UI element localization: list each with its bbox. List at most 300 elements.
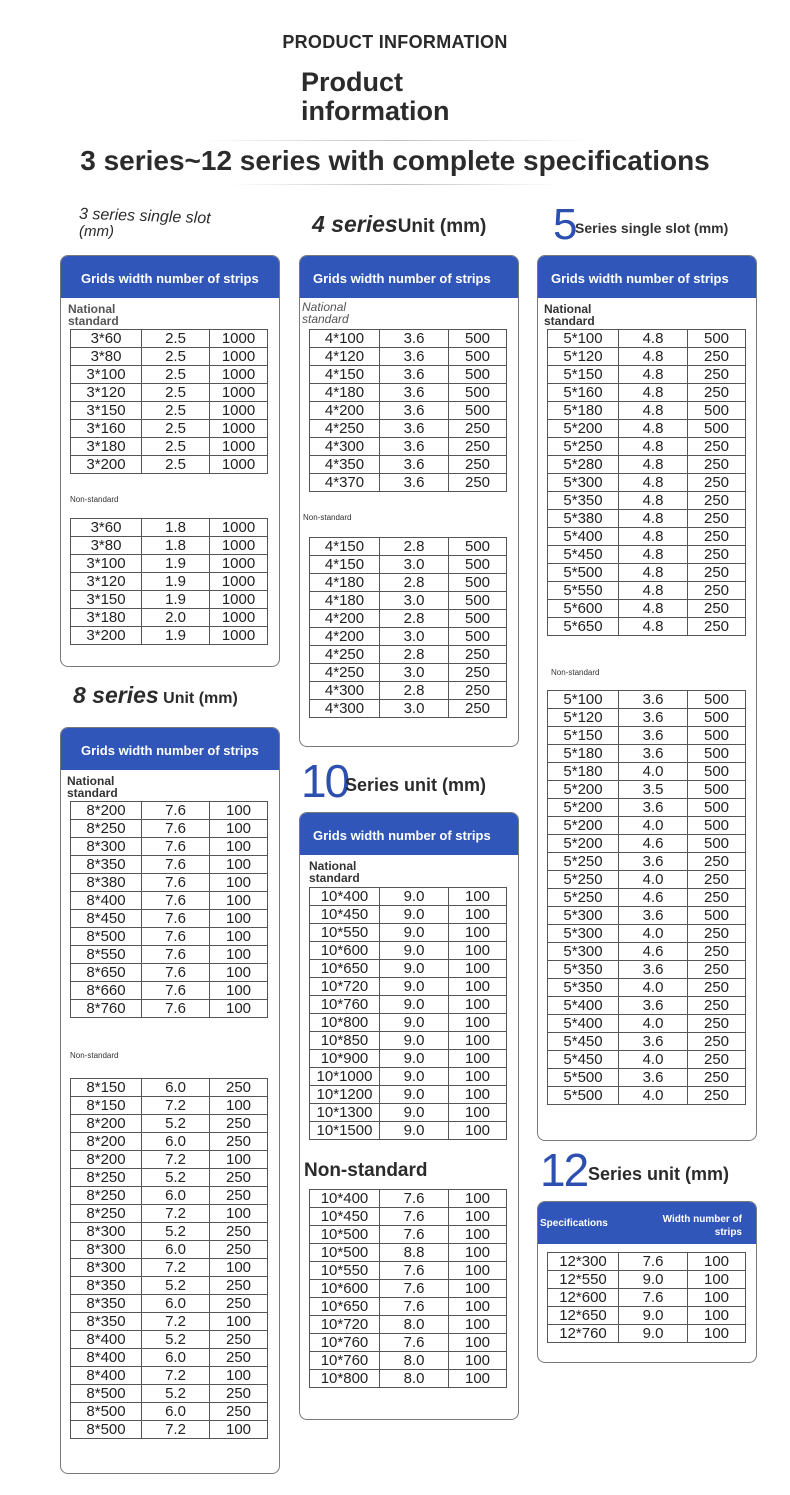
spec-cell: 5*280 <box>548 456 619 474</box>
table-row <box>71 1385 268 1403</box>
strips-cell: 500 <box>449 366 507 384</box>
table-row <box>548 835 746 853</box>
series10-title <box>301 754 348 808</box>
strips-cell: 100 <box>449 1262 507 1280</box>
width-cell: 6.0 <box>142 1403 210 1421</box>
strips-cell: 250 <box>449 420 507 438</box>
series5-title <box>553 200 575 250</box>
table-row <box>71 1133 268 1151</box>
table-row <box>548 817 746 835</box>
spec-cell: 5*180 <box>548 402 619 420</box>
series5-number: 5 <box>553 200 576 249</box>
width-cell: 9.0 <box>380 960 449 978</box>
width-cell: 4.8 <box>619 348 688 366</box>
spec-cell: 8*300 <box>71 1223 142 1241</box>
table-row <box>548 907 746 925</box>
table-row <box>548 979 746 997</box>
series5-nonstandard-table <box>547 690 746 1105</box>
non-standard-label: Non-standard <box>303 513 352 522</box>
spec-cell: 8*400 <box>71 1349 142 1367</box>
spec-cell: 12*600 <box>548 1289 619 1307</box>
spec-cell: 10*600 <box>310 942 380 960</box>
table-row <box>71 820 268 838</box>
width-cell: 4.0 <box>619 925 688 943</box>
table-row <box>548 438 746 456</box>
width-cell: 9.0 <box>380 1104 449 1122</box>
table-row <box>71 456 268 474</box>
spec-cell: 3*150 <box>71 591 142 609</box>
series3-title-unit: (mm) <box>79 223 114 240</box>
table-row <box>548 727 746 745</box>
width-cell: 3.6 <box>380 474 449 492</box>
table-row <box>71 609 268 627</box>
width-cell: 3.6 <box>380 438 449 456</box>
series4-nonstandard-table <box>309 537 507 718</box>
width-cell: 7.6 <box>380 1280 449 1298</box>
table-row <box>310 888 507 906</box>
width-cell: 7.2 <box>142 1151 210 1169</box>
width-cell: 7.6 <box>619 1253 688 1271</box>
table-row <box>71 438 268 456</box>
table-row <box>71 1259 268 1277</box>
strips-cell: 1000 <box>210 384 268 402</box>
spec-cell: 10*900 <box>310 1050 380 1068</box>
width-cell: 3.6 <box>619 961 688 979</box>
strips-cell: 250 <box>688 1087 746 1105</box>
strips-cell: 500 <box>688 691 746 709</box>
spec-cell: 4*300 <box>310 700 380 718</box>
width-cell: 3.6 <box>380 456 449 474</box>
spec-cell: 5*300 <box>548 907 619 925</box>
table-row <box>310 438 507 456</box>
table-row <box>71 838 268 856</box>
table-row <box>310 592 507 610</box>
spec-cell: 4*250 <box>310 420 380 438</box>
table-row <box>310 1298 507 1316</box>
table-row <box>310 700 507 718</box>
width-cell: 4.6 <box>619 943 688 961</box>
table-row <box>310 1122 507 1140</box>
width-cell: 9.0 <box>380 924 449 942</box>
non-standard-label: Non-standard <box>551 668 600 677</box>
spec-cell: 8*200 <box>71 802 142 820</box>
spec-cell: 8*300 <box>71 838 142 856</box>
table-row <box>71 1097 268 1115</box>
strips-cell: 100 <box>449 1334 507 1352</box>
table-row <box>548 889 746 907</box>
spec-cell: 10*500 <box>310 1226 380 1244</box>
spec-cell: 10*450 <box>310 1208 380 1226</box>
spec-cell: 4*100 <box>310 330 380 348</box>
spec-cell: 5*450 <box>548 546 619 564</box>
table-row <box>71 537 268 555</box>
table-row <box>548 1289 746 1307</box>
width-strips-header-line1: Width number of <box>662 1214 742 1225</box>
table-row <box>71 1115 268 1133</box>
table-row <box>310 1244 507 1262</box>
spec-cell: 3*200 <box>71 627 142 645</box>
panel-header-text: Grids width number of strips <box>81 271 259 286</box>
national-label-line1: National <box>302 300 347 314</box>
width-cell: 6.0 <box>142 1133 210 1151</box>
strips-cell: 250 <box>688 943 746 961</box>
table-row <box>548 943 746 961</box>
width-cell: 4.8 <box>619 510 688 528</box>
strips-cell: 250 <box>688 366 746 384</box>
table-row <box>310 1280 507 1298</box>
width-cell: 7.6 <box>380 1190 449 1208</box>
width-cell: 9.0 <box>619 1325 688 1343</box>
strips-cell: 100 <box>449 1370 507 1388</box>
strips-cell: 500 <box>688 781 746 799</box>
spec-cell: 3*160 <box>71 420 142 438</box>
spec-cell: 5*100 <box>548 691 619 709</box>
table-row <box>548 691 746 709</box>
series10-panel-header <box>300 813 518 855</box>
strips-cell: 100 <box>210 820 268 838</box>
strips-cell: 100 <box>210 1421 268 1439</box>
series10-national-table <box>309 887 507 1140</box>
width-cell: 7.6 <box>142 892 210 910</box>
table-row <box>71 1000 268 1018</box>
spec-cell: 4*300 <box>310 438 380 456</box>
width-cell: 3.6 <box>619 727 688 745</box>
spec-cell: 8*500 <box>71 1421 142 1439</box>
strips-cell: 500 <box>688 709 746 727</box>
table-row <box>71 420 268 438</box>
width-strips-header <box>663 1213 742 1239</box>
spec-cell: 4*350 <box>310 456 380 474</box>
series8-national-table <box>70 801 268 1018</box>
table-row <box>548 420 746 438</box>
series4-title <box>312 211 486 238</box>
width-cell: 3.6 <box>619 1033 688 1051</box>
spec-cell: 5*300 <box>548 943 619 961</box>
spec-cell: 10*650 <box>310 1298 380 1316</box>
spec-cell: 10*850 <box>310 1032 380 1050</box>
strips-cell: 100 <box>688 1253 746 1271</box>
product-info-heading <box>301 68 450 126</box>
width-cell: 9.0 <box>380 996 449 1014</box>
width-cell: 4.8 <box>619 546 688 564</box>
strips-cell: 250 <box>688 528 746 546</box>
series5-panel <box>537 255 757 1141</box>
national-standard-label <box>309 860 360 884</box>
width-cell: 1.9 <box>142 555 210 573</box>
spec-cell: 5*400 <box>548 1015 619 1033</box>
series8-title <box>73 682 238 709</box>
spec-cell: 4*300 <box>310 682 380 700</box>
divider <box>230 184 560 185</box>
table-row <box>310 348 507 366</box>
strips-cell: 250 <box>688 853 746 871</box>
width-cell: 7.6 <box>142 928 210 946</box>
strips-cell: 250 <box>210 1169 268 1187</box>
width-cell: 3.6 <box>619 907 688 925</box>
spec-cell: 8*660 <box>71 982 142 1000</box>
spec-cell: 8*400 <box>71 892 142 910</box>
width-cell: 2.8 <box>380 682 449 700</box>
spec-cell: 5*550 <box>548 582 619 600</box>
spec-cell: 10*800 <box>310 1370 380 1388</box>
strips-cell: 500 <box>449 538 507 556</box>
width-cell: 1.8 <box>142 537 210 555</box>
table-row <box>310 420 507 438</box>
strips-cell: 500 <box>688 835 746 853</box>
strips-cell: 250 <box>210 1295 268 1313</box>
spec-cell: 3*180 <box>71 438 142 456</box>
width-cell: 7.6 <box>142 874 210 892</box>
width-cell: 4.8 <box>619 600 688 618</box>
spec-cell: 5*180 <box>548 763 619 781</box>
table-row <box>310 682 507 700</box>
table-row <box>71 856 268 874</box>
spec-cell: 8*250 <box>71 820 142 838</box>
width-cell: 2.5 <box>142 420 210 438</box>
spec-cell: 3*120 <box>71 573 142 591</box>
panel-header-text: Grids width number of strips <box>313 828 491 843</box>
width-cell: 2.0 <box>142 609 210 627</box>
table-row <box>310 1208 507 1226</box>
width-cell: 4.8 <box>619 618 688 636</box>
national-label-line1: National <box>68 302 116 316</box>
width-cell: 7.6 <box>380 1262 449 1280</box>
series12-table <box>547 1252 746 1343</box>
table-row <box>548 871 746 889</box>
strips-cell: 250 <box>449 438 507 456</box>
strips-cell: 250 <box>210 1403 268 1421</box>
strips-cell: 250 <box>688 1069 746 1087</box>
strips-cell: 100 <box>210 1097 268 1115</box>
strips-cell: 1000 <box>210 537 268 555</box>
table-row <box>310 664 507 682</box>
table-row <box>71 982 268 1000</box>
width-strips-header-line2: strips <box>714 1227 742 1238</box>
spec-cell: 5*250 <box>548 871 619 889</box>
series10-title-text: Series unit (mm) <box>345 775 487 795</box>
table-row <box>71 1151 268 1169</box>
strips-cell: 250 <box>688 438 746 456</box>
width-cell: 4.8 <box>619 402 688 420</box>
spec-cell: 4*180 <box>310 592 380 610</box>
strips-cell: 500 <box>449 384 507 402</box>
width-cell: 7.6 <box>142 802 210 820</box>
strips-cell: 100 <box>210 1151 268 1169</box>
series10-nonstandard-table <box>309 1189 507 1388</box>
strips-cell: 250 <box>688 997 746 1015</box>
width-cell: 9.0 <box>380 942 449 960</box>
width-cell: 7.6 <box>142 820 210 838</box>
width-cell: 9.0 <box>380 1032 449 1050</box>
width-cell: 5.2 <box>142 1277 210 1295</box>
spec-cell: 10*400 <box>310 1190 380 1208</box>
width-cell: 9.0 <box>619 1271 688 1289</box>
strips-cell: 100 <box>449 888 507 906</box>
spec-cell: 12*300 <box>548 1253 619 1271</box>
width-cell: 6.0 <box>142 1187 210 1205</box>
specifications-header: Specifications <box>540 1218 608 1229</box>
width-cell: 9.0 <box>380 1014 449 1032</box>
width-cell: 3.0 <box>380 664 449 682</box>
width-cell: 4.8 <box>619 528 688 546</box>
national-label-line2: standard <box>309 871 360 885</box>
spec-cell: 4*180 <box>310 384 380 402</box>
series4-panel-header <box>300 256 518 298</box>
width-cell: 9.0 <box>380 1050 449 1068</box>
strips-cell: 250 <box>449 682 507 700</box>
national-standard-label <box>67 775 118 799</box>
spec-cell: 4*250 <box>310 646 380 664</box>
national-standard-label <box>68 303 119 327</box>
spec-cell: 4*370 <box>310 474 380 492</box>
non-standard-label: Non-standard <box>70 495 119 504</box>
series12-title <box>540 1143 587 1197</box>
width-cell: 2.5 <box>142 438 210 456</box>
strips-cell: 100 <box>449 1190 507 1208</box>
national-label-line1: National <box>309 859 357 873</box>
table-row <box>548 799 746 817</box>
series3-panel-header <box>61 256 279 298</box>
table-row <box>71 366 268 384</box>
strips-cell: 250 <box>688 510 746 528</box>
table-row <box>548 925 746 943</box>
table-row <box>310 366 507 384</box>
strips-cell: 100 <box>449 1122 507 1140</box>
strips-cell: 250 <box>688 564 746 582</box>
width-cell: 2.8 <box>380 538 449 556</box>
spec-cell: 8*350 <box>71 1295 142 1313</box>
series8-title-main: 8 series <box>73 682 159 708</box>
spec-cell: 8*400 <box>71 1367 142 1385</box>
spec-cell: 8*500 <box>71 1385 142 1403</box>
strips-cell: 100 <box>449 1280 507 1298</box>
table-row <box>548 1015 746 1033</box>
national-label-line2: standard <box>68 314 119 328</box>
spec-cell: 12*760 <box>548 1325 619 1343</box>
table-row <box>310 1032 507 1050</box>
width-cell: 4.8 <box>619 456 688 474</box>
width-cell: 2.5 <box>142 456 210 474</box>
product-info-line2: information <box>301 96 450 126</box>
series12-panel <box>537 1201 757 1363</box>
width-cell: 4.0 <box>619 817 688 835</box>
table-row <box>548 853 746 871</box>
width-cell: 4.0 <box>619 1015 688 1033</box>
strips-cell: 500 <box>688 420 746 438</box>
table-row <box>310 924 507 942</box>
spec-cell: 12*550 <box>548 1271 619 1289</box>
strips-cell: 100 <box>210 838 268 856</box>
national-standard-label <box>302 301 349 325</box>
table-row <box>548 961 746 979</box>
spec-cell: 8*150 <box>71 1079 142 1097</box>
page-top-title: PRODUCT INFORMATION <box>282 32 508 52</box>
table-row <box>310 402 507 420</box>
table-row <box>310 474 507 492</box>
series10-number: 10 <box>301 755 349 807</box>
strips-cell: 250 <box>688 889 746 907</box>
strips-cell: 100 <box>210 856 268 874</box>
width-cell: 6.0 <box>142 1079 210 1097</box>
table-row <box>548 348 746 366</box>
strips-cell: 500 <box>449 402 507 420</box>
width-cell: 3.6 <box>619 853 688 871</box>
width-cell: 8.0 <box>380 1370 449 1388</box>
width-cell: 3.6 <box>619 745 688 763</box>
width-cell: 3.6 <box>380 348 449 366</box>
width-cell: 4.8 <box>619 474 688 492</box>
spec-cell: 5*160 <box>548 384 619 402</box>
product-info-line1: Product <box>301 67 404 97</box>
width-cell: 7.6 <box>380 1226 449 1244</box>
table-row <box>548 564 746 582</box>
strips-cell: 1000 <box>210 438 268 456</box>
strips-cell: 250 <box>688 1033 746 1051</box>
table-row <box>310 1352 507 1370</box>
table-row <box>310 978 507 996</box>
strips-cell: 250 <box>688 456 746 474</box>
spec-cell: 5*500 <box>548 1069 619 1087</box>
strips-cell: 100 <box>449 942 507 960</box>
width-cell: 3.6 <box>380 420 449 438</box>
table-row <box>548 384 746 402</box>
table-row <box>310 1014 507 1032</box>
width-cell: 3.6 <box>380 402 449 420</box>
panel-header-text: Grids width number of strips <box>81 743 259 758</box>
table-row <box>71 1223 268 1241</box>
table-row <box>310 1226 507 1244</box>
strips-cell: 500 <box>688 402 746 420</box>
spec-cell: 4*180 <box>310 574 380 592</box>
spec-cell: 5*300 <box>548 474 619 492</box>
table-row <box>310 1262 507 1280</box>
strips-cell: 1000 <box>210 348 268 366</box>
spec-cell: 8*550 <box>71 946 142 964</box>
strips-cell: 500 <box>688 745 746 763</box>
width-cell: 7.2 <box>142 1313 210 1331</box>
spec-cell: 8*350 <box>71 1277 142 1295</box>
table-row <box>310 1104 507 1122</box>
spec-cell: 5*450 <box>548 1033 619 1051</box>
strips-cell: 100 <box>449 1050 507 1068</box>
strips-cell: 250 <box>449 456 507 474</box>
spec-cell: 5*120 <box>548 709 619 727</box>
strips-cell: 250 <box>688 961 746 979</box>
series3-panel <box>60 255 280 667</box>
non-standard-label: Non-standard <box>70 1051 119 1060</box>
strips-cell: 250 <box>688 546 746 564</box>
spec-cell: 5*150 <box>548 727 619 745</box>
strips-cell: 100 <box>449 906 507 924</box>
spec-cell: 5*400 <box>548 528 619 546</box>
strips-cell: 100 <box>688 1307 746 1325</box>
spec-cell: 10*1300 <box>310 1104 380 1122</box>
width-cell: 7.6 <box>142 856 210 874</box>
strips-cell: 1000 <box>210 330 268 348</box>
series4-title-unit: Unit (mm) <box>397 216 487 237</box>
width-cell: 2.5 <box>142 366 210 384</box>
spec-cell: 3*180 <box>71 609 142 627</box>
strips-cell: 250 <box>688 1015 746 1033</box>
strips-cell: 500 <box>449 330 507 348</box>
table-row <box>548 546 746 564</box>
spec-cell: 8*650 <box>71 964 142 982</box>
spec-cell: 5*500 <box>548 564 619 582</box>
strips-cell: 100 <box>688 1289 746 1307</box>
table-row <box>310 556 507 574</box>
table-row <box>548 492 746 510</box>
spec-cell: 4*150 <box>310 538 380 556</box>
